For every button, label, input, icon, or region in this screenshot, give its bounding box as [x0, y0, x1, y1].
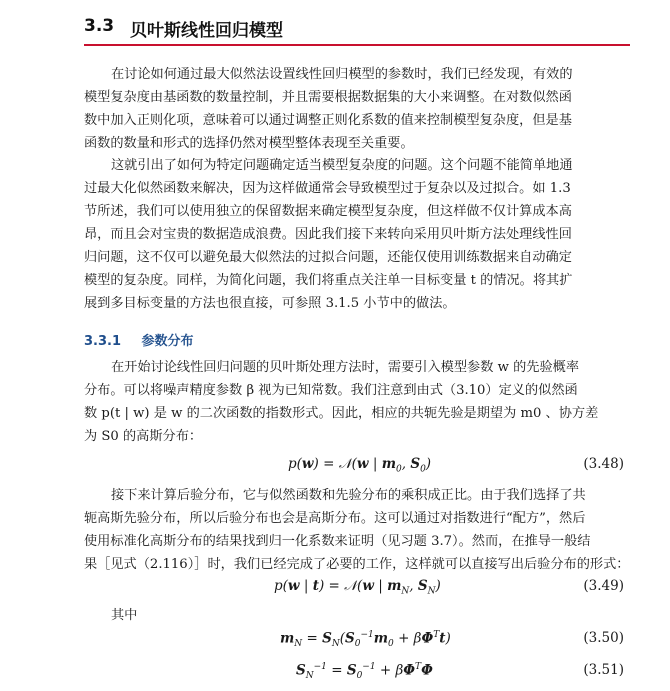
equation-body: p(w | t) = 𝒩(w | $m_N$, $S_N$): [274, 578, 441, 597]
equation-body: $S_N^{-1} = S_0^{-1} + \beta\Phi^T\Phi$: [296, 662, 433, 682]
paragraph-3: [84, 356, 630, 448]
equation-number: (3.51): [583, 662, 624, 678]
paragraph-line: 果［见式（2.116）］时，我们已经完成了必要的工作，这样就可以直接写出后验分布的形式：: [84, 557, 630, 572]
equation-body: p(w) = 𝒩(w | $m_0$, $S_0$): [288, 456, 432, 475]
equation-body: $m_N = S_N(S_0^{-1}m_0 + \beta\Phi^Tt)$: [280, 630, 451, 650]
equation-number: (3.49): [583, 578, 624, 594]
paragraph-line: 数中加入正则化项，意味着可以通过调整正则化系数的值来控制模型复杂度，但是基: [84, 113, 572, 128]
paragraph-1: [84, 63, 630, 155]
paragraph-line: 在开始讨论线性回归问题的贝叶斯处理方法时，需要引入模型参数 w 的先验概率: [111, 360, 580, 375]
paragraph-line: 函数的数量和形式的选择仍然对模型整体表现至关重要。: [84, 136, 414, 151]
paragraph-line: 模型的复杂度。同样，为简化问题，我们将重点关注单一目标变量 t 的情况。将其扩: [84, 273, 573, 288]
section-rule: [84, 44, 630, 46]
subsection-title: 参数分布: [141, 334, 194, 349]
equation-3-50: [84, 630, 630, 652]
equation-3-48: [84, 456, 630, 478]
section-number: 3.3: [84, 16, 115, 36]
equation-number: (3.48): [583, 456, 624, 472]
paragraph-line: 昂，而且会对宝贵的数据造成浪费。因此我们接下来转向采用贝叶斯方法处理线性回: [84, 227, 572, 242]
paragraph-line: 为 S0 的高斯分布：: [84, 429, 203, 444]
paragraph-line: 数 p(t | w) 是 w 的二次函数的指数形式。因此，相应的共轭先验是期望为 m0 、协方差: [84, 406, 599, 421]
equation-3-51: [84, 662, 630, 684]
paragraph-line: 这就引出了如何为特定问题确定适当模型复杂度的问题。这个问题不能简单地通: [111, 158, 573, 173]
paragraph-line: 使用标准化高斯分布的结果找到归一化系数来证明（见习题 3.7）。然而，在推导一般结: [84, 534, 591, 549]
subsection-number: 3.3.1: [84, 334, 122, 349]
paragraph-line: 分布。可以将噪声精度参数 β 视为已知常数。我们注意到由式（3.10）定义的似然函: [84, 383, 578, 398]
paragraph-line: 接下来计算后验分布，它与似然函数和先验分布的乘积成正比。由于我们选择了共: [111, 488, 586, 503]
paragraph-4: [84, 484, 630, 576]
paragraph-line: 在讨论如何通过最大似然法设置线性回归模型的参数时，我们已经发现，有效的: [111, 67, 573, 82]
section-title: 贝叶斯线性回归模型: [130, 21, 283, 41]
paragraph-2: [84, 154, 630, 315]
section-header: [84, 10, 630, 46]
subsection-heading: [84, 330, 194, 350]
equation-3-49: [84, 578, 630, 600]
paragraph-line: 过最大化似然函数来解决，因为这样做通常会导致模型过于复杂以及过拟合。如 1.3: [84, 181, 571, 196]
paragraph-line: 节所述，我们可以使用独立的保留数据来确定模型复杂度，但这样做不仅计算成本高: [84, 204, 572, 219]
paragraph-line: 轭高斯先验分布，所以后验分布也会是高斯分布。这可以通过对指数进行“配方”，然后: [84, 511, 586, 526]
paragraph-line: 展到多目标变量的方法也很直接，可参照 3.1.5 小节中的做法。: [84, 296, 456, 311]
where-label: 其中: [111, 608, 138, 623]
paragraph-line: 归问题，这不仅可以避免最大似然法的过拟合问题，还能仅使用训练数据来自动确定: [84, 250, 572, 265]
equation-number: (3.50): [583, 630, 624, 646]
paragraph-line: 模型复杂度由基函数的数量控制，并且需要根据数据集的大小来调整。在对数似然函: [84, 90, 572, 105]
